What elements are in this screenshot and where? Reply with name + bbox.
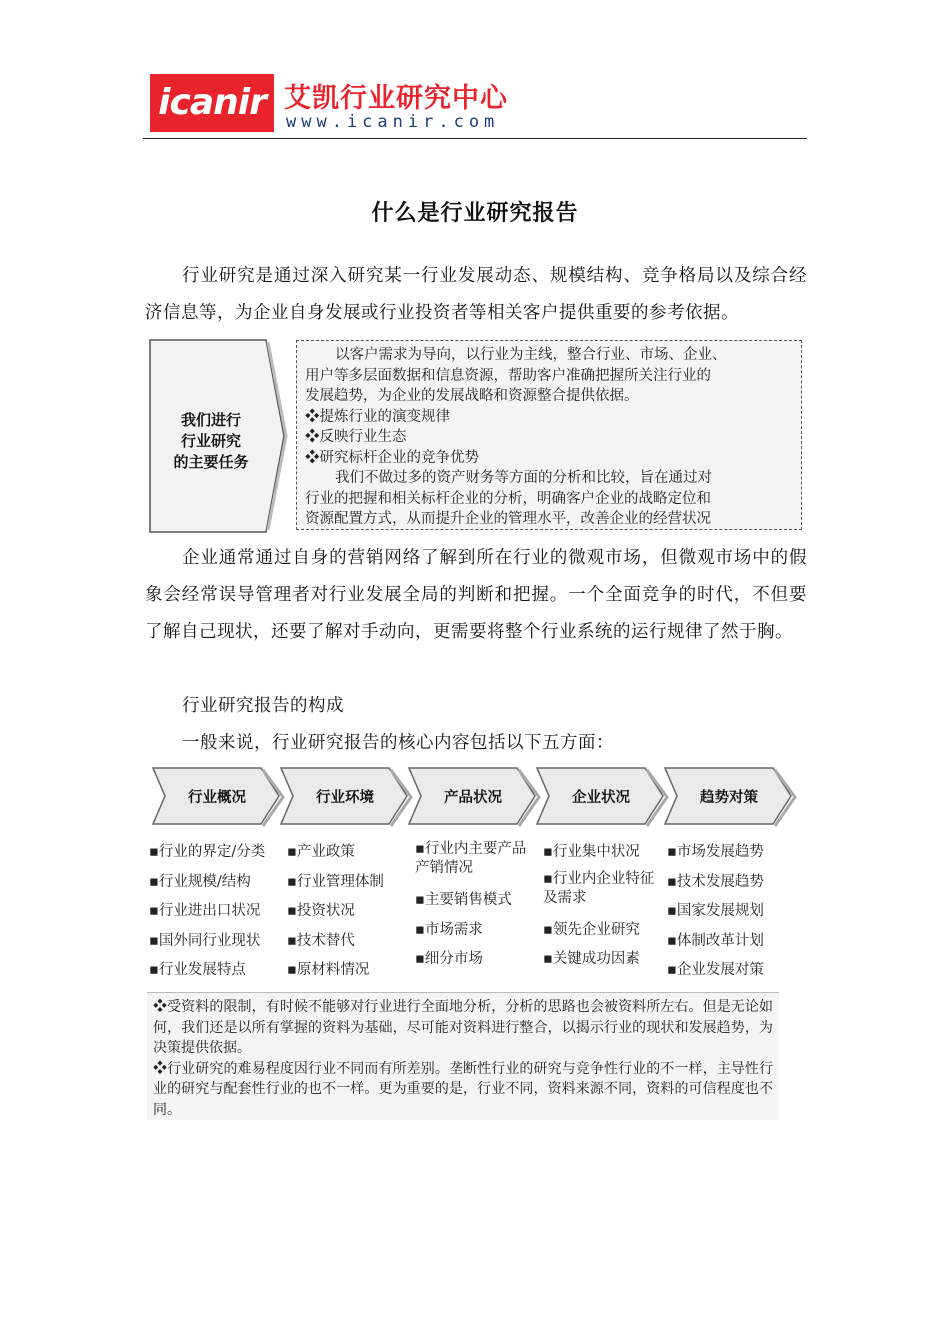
- intro-paragraph: 行业研究是通过深入研究某一行业发展动态、规模结构、竞争格局以及综合经济信息等，为企业自身发展或行业投资者等相关客户提供重要的参考依据。: [145, 266, 807, 323]
- aspect-item: ▪产业政策: [287, 844, 355, 860]
- tasks-text-line: 我们不做过多的资产财务等方面的分析和比较，旨在通过对: [335, 470, 712, 486]
- note-paragraph: ❖行业研究的难易程度因行业不同而有所差别。垄断性行业的研究与竞争性行业的不一样，主导性行业的研究与配套性行业的也不一样。更为重要的是，行业不同，资料来源不同，资料的可信程度也不同。: [153, 1060, 773, 1118]
- brand-logo: [150, 74, 510, 132]
- aspect-item: ▪行业规模/结构: [149, 873, 251, 890]
- aspect-column-products: [415, 838, 527, 975]
- aspect-item: ▪行业内主要产品产销情况: [415, 841, 527, 876]
- brand-name: 艾凯行业研究中心: [284, 83, 508, 114]
- task-bullet: ❖提炼行业的演变规律: [305, 408, 450, 425]
- aspect-item: ▪投资状况: [287, 903, 355, 919]
- aspect-item: ▪领先企业研究: [543, 921, 640, 938]
- aspect-item: ▪原材料情况: [287, 962, 370, 978]
- aspect-item: ▪市场发展趋势: [667, 844, 764, 860]
- tasks-text-line: 用户等多层面数据和信息资源，帮助客户准确把握所关注行业的: [305, 367, 711, 384]
- aspect-item: ▪国外同行业现状: [149, 932, 261, 949]
- logo-mark: icanir: [150, 74, 274, 132]
- tasks-panel: [296, 340, 802, 530]
- aspect-item: ▪行业的界定/分类: [149, 844, 266, 860]
- aspect-column-overview: [149, 838, 277, 986]
- aspects-figure: [143, 766, 807, 1126]
- aspect-title-trends: 趋势对策: [700, 790, 758, 806]
- tasks-text-line: 行业的把握和相关标杆企业的分析，明确客户企业的战略定位和: [305, 490, 711, 507]
- task-bullet: ❖研究标杆企业的竞争优势: [305, 449, 479, 466]
- aspect-item: ▪技术替代: [287, 932, 355, 949]
- note-paragraph: ❖受资料的限制，有时候不能够对行业进行全面地分析，分析的思路也会被资料所左右。但是无论如何，我们还是以所有掌握的资料为基础，尽可能对资料进行整合，以揭示行业的现状和发展趋势，为决策提供依据。: [153, 999, 773, 1056]
- tasks-figure: [148, 338, 808, 536]
- aspect-column-environment: [287, 838, 415, 986]
- tasks-label: [156, 410, 266, 473]
- aspect-column-trends: [667, 838, 795, 986]
- tasks-text-line: 资源配置方式，从而提升企业的管理水平，改善企业的经营状况: [305, 511, 711, 527]
- aspect-item: ▪关键成功因素: [543, 951, 640, 967]
- page-title: 什么是行业研究报告: [371, 200, 579, 226]
- brand-url: www.icanir.com: [286, 112, 500, 132]
- tasks-label-line: 行业研究: [180, 432, 241, 450]
- tasks-text-line: 以客户需求为导向，以行业为主线，整合行业、市场、企业、: [335, 347, 727, 363]
- aspect-item: ▪国家发展规划: [667, 903, 764, 919]
- aspect-title-enterprises: 企业状况: [572, 790, 630, 806]
- aspect-item: ▪主要销售模式: [415, 892, 512, 908]
- aspect-item: ▪技术发展趋势: [667, 873, 764, 890]
- aspect-item: ▪市场需求: [415, 921, 483, 938]
- aspects-intro: 一般来说，行业研究报告的核心内容包括以下五方面：: [182, 733, 614, 753]
- aspect-item: ▪行业内企业特征及需求: [543, 870, 655, 906]
- aspect-title-environment: 行业环境: [316, 790, 374, 806]
- task-bullet: ❖反映行业生态: [305, 429, 407, 445]
- section-heading: 行业研究报告的构成: [182, 696, 344, 716]
- aspect-item: ▪细分市场: [415, 951, 483, 967]
- aspect-item: ▪行业进出口状况: [149, 903, 261, 919]
- market-paragraph: 企业通常通过自身的营销网络了解到所在行业的微观市场，但微观市场中的假象会经常误导管理者对行业发展全局的判断和把握。一个全面竞争的时代，不但要了解自己现状，还要了解对手动向，更需要将整个行业系统的运行规律了然于胸。: [145, 548, 807, 642]
- header-divider: [143, 138, 807, 139]
- aspects-notes: [147, 992, 779, 1120]
- aspect-column-enterprises: [543, 838, 655, 975]
- aspect-item: ▪行业集中状况: [543, 844, 640, 860]
- aspect-item: ▪行业管理体制: [287, 873, 384, 890]
- aspect-title-products: 产品状况: [444, 790, 502, 806]
- tasks-text-line: 发展趋势，为企业的发展战略和资源整合提供依据。: [305, 388, 639, 404]
- aspect-item: ▪行业发展特点: [149, 962, 246, 978]
- tasks-label-line: 的主要任务: [173, 453, 249, 471]
- aspect-item: ▪企业发展对策: [667, 962, 764, 978]
- aspect-title-overview: 行业概况: [188, 790, 246, 806]
- aspect-item: ▪体制改革计划: [667, 932, 764, 949]
- tasks-label-line: 我们进行: [180, 411, 241, 429]
